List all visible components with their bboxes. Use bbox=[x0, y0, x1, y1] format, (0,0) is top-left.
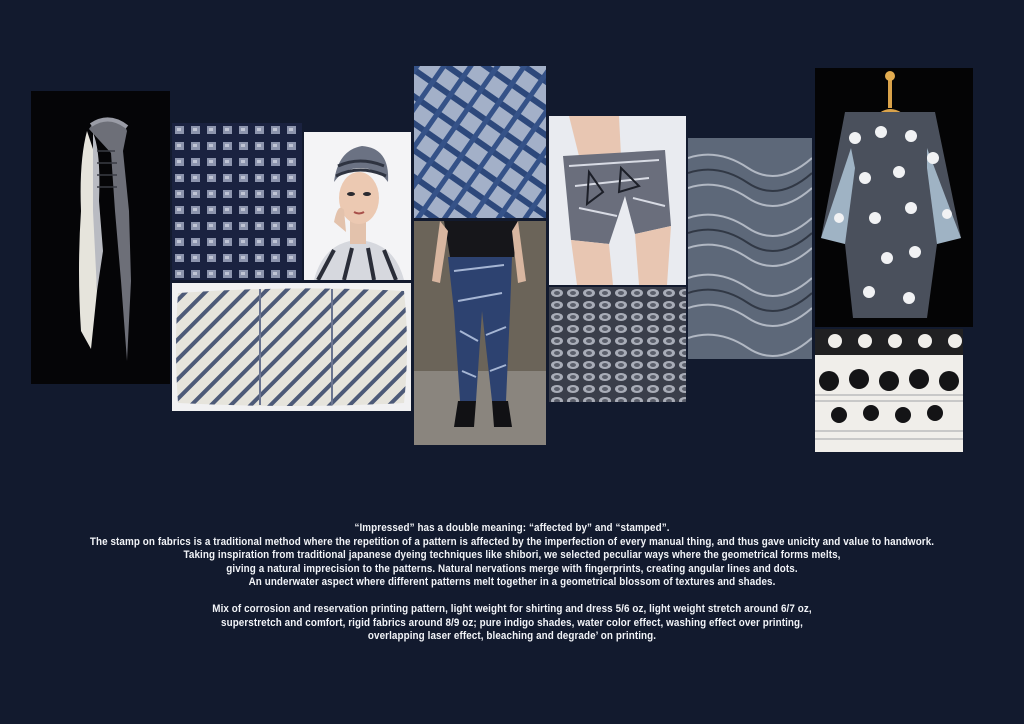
crinkle-fabric-swatch bbox=[688, 138, 812, 359]
caption-text bbox=[73, 522, 951, 644]
caption-line: overlapping laser effect, bleaching and degrade’ on printing. bbox=[367, 630, 657, 643]
square-shibori-swatch bbox=[172, 123, 302, 280]
shorts-photo bbox=[549, 116, 686, 285]
snakeskin-swatch bbox=[549, 287, 686, 402]
caption-line: Taking inspiration from traditional japanese dyeing techniques like shibori, we selected peculiar ways where the geometrical forms melts, bbox=[183, 549, 841, 562]
caption-line: An underwater aspect where different patterns melt together in a geometrical blossom of textures and shades. bbox=[248, 576, 776, 589]
caption-line: superstretch and comfort, rigid fabrics around 8/9 oz; pure indigo shades, water color effect, washing effect over printing, bbox=[221, 616, 803, 629]
caption-line: Mix of corrosion and reservation printing pattern, light weight for shirting and dress 5/6 oz, light weight stretch around 6/7 oz, bbox=[212, 602, 812, 615]
dot-stripe-swatch bbox=[815, 329, 963, 452]
caption-line: giving a natural imprecision to the patterns. Natural nervations merge with fingerprints, creating angular lines and dots. bbox=[226, 562, 798, 575]
jeans-model-photo bbox=[414, 221, 546, 445]
crosshatch-indigo-swatch bbox=[414, 66, 546, 218]
draped-scarf-photo bbox=[31, 91, 170, 384]
striped-pillow-photo bbox=[172, 283, 411, 411]
caption-line: “Impressed” has a double meaning: “affected by” and “stamped”. bbox=[354, 522, 670, 534]
model-headscarf-photo bbox=[304, 132, 411, 280]
polka-jacket-photo bbox=[815, 68, 973, 327]
caption-line: The stamp on fabrics is a traditional method where the repetition of a pattern is affected by the imperfection of every manual thing, and thus gave unicity and value to handwork. bbox=[89, 535, 935, 548]
